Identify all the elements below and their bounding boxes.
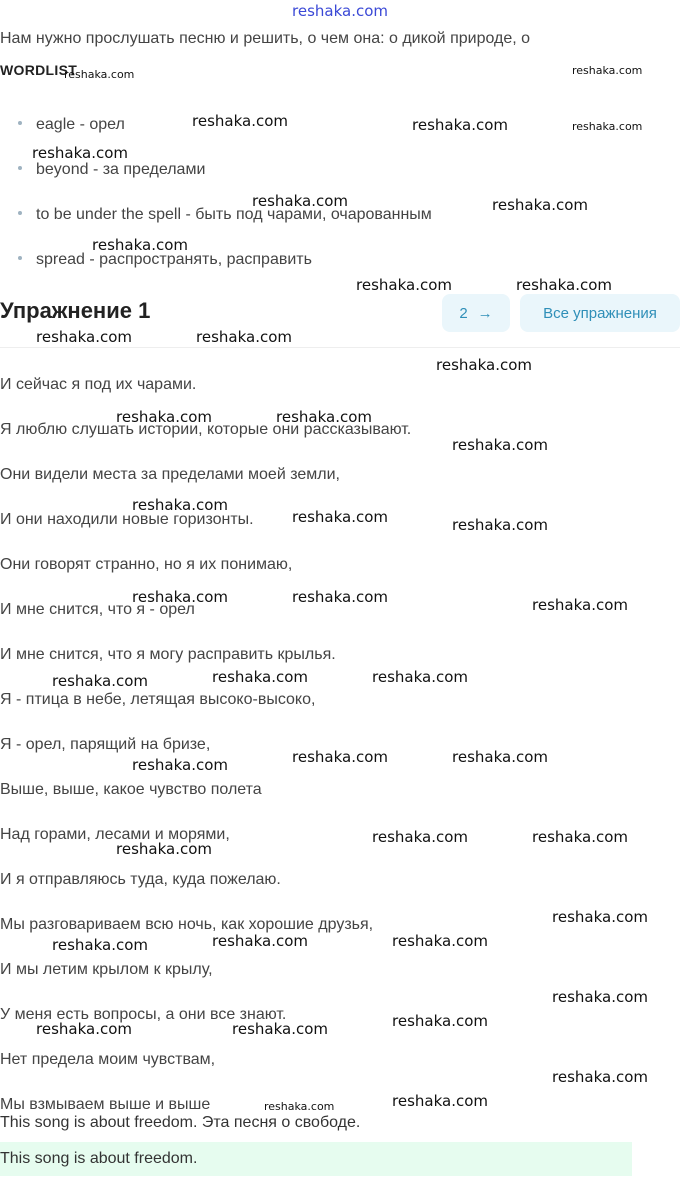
watermark: reshaka.com [436,356,532,374]
watermark: reshaka.com [492,196,588,214]
watermark: reshaka.com [192,112,288,130]
watermark: reshaka.com [532,828,628,846]
lyric-line: И мне снится, что я могу расправить крылья. [0,646,336,663]
watermark: reshaka.com [116,840,212,858]
lyric-line: И мы летим крылом к крылу, [0,961,213,978]
wordlist-item: spread - распространять, расправить [18,251,312,269]
lyric-line: Над горами, лесами и морями, [0,826,230,843]
watermark: reshaka.com [452,516,548,534]
lyric-line: Нет предела моим чувствам, [0,1051,216,1068]
watermark: reshaka.com [132,496,228,514]
watermark: reshaka.com [452,436,548,454]
lyric-line: Я люблю слушать истории, которые они рассказывают. [0,421,412,438]
watermark: reshaka.com [356,276,452,294]
watermark: reshaka.com [64,68,135,81]
answer-highlight [0,1142,632,1176]
watermark: reshaka.com [572,120,643,133]
watermark: reshaka.com [292,508,388,526]
watermark: reshaka.com [392,1092,488,1110]
intro-text: Нам нужно прослушать песню и решить, о чем она: о дикой природе, о [0,30,531,47]
watermark: reshaka.com [52,936,148,954]
watermark: reshaka.com [132,756,228,774]
lyric-line: И они находили новые горизонты. [0,511,254,528]
watermark: reshaka.com [212,668,308,686]
watermark: reshaka.com [92,236,188,254]
next-exercise-button[interactable] [442,294,510,332]
lyric-line: И сейчас я под их чарами. [0,376,197,393]
watermark: reshaka.com [252,192,348,210]
lyric-line: Они видели места за пределами моей земли, [0,466,340,483]
wordlist-item: eagle - орел [18,116,125,134]
watermark: reshaka.com [552,908,648,926]
watermark: reshaka.com [292,588,388,606]
watermark: reshaka.com [264,1100,335,1113]
lyric-line: Я - орел, парящий на бризе, [0,736,211,753]
watermark: reshaka.com [392,932,488,950]
bullet-icon [18,256,22,260]
lyric-line: И я отправляюсь туда, куда пожелаю. [0,871,281,888]
watermark: reshaka.com [196,328,292,346]
watermark: reshaka.com [572,64,643,77]
answer-highlight-text: This song is about freedom. [0,1150,198,1167]
watermark: reshaka.com [232,1020,328,1038]
watermark: reshaka.com [36,1020,132,1038]
arrow-right-icon: → [477,304,493,322]
lyric-line-clipped: Мы взмываем выше и выше [0,1096,211,1112]
lyric-line: Я - птица в небе, летящая высоко-высоко, [0,691,316,708]
bullet-icon [18,166,22,170]
watermark: reshaka.com [292,748,388,766]
lyric-line: Мы разговариваем всю ночь, как хорошие друзья, [0,916,374,933]
watermark: reshaka.com [372,668,468,686]
watermark: reshaka.com [276,408,372,426]
watermark: reshaka.com [392,1012,488,1030]
exercise-title: Упражнение 1 [0,298,151,323]
watermark: reshaka.com [452,748,548,766]
wordlist-heading: WORDLIST [0,62,78,78]
lyric-line: У меня есть вопросы, а они все знают. [0,1006,287,1023]
watermark: reshaka.com [292,2,388,20]
watermark: reshaka.com [516,276,612,294]
next-exercise-label: 2 [459,304,468,322]
answer-text: This song is about freedom. Эта песня о свободе. [0,1114,361,1131]
lyric-line: Они говорят странно, но я их понимаю, [0,556,293,573]
all-exercises-button[interactable] [520,294,680,332]
wordlist-item: to be under the spell - быть под чарами, очарованным [18,206,432,224]
watermark: reshaka.com [52,672,148,690]
watermark: reshaka.com [552,1068,648,1086]
lyric-line: И мне снится, что я - орел [0,601,195,618]
lyric-line: Выше, выше, какое чувство полета [0,781,262,798]
watermark: reshaka.com [132,588,228,606]
watermark: reshaka.com [552,988,648,1006]
watermark: reshaka.com [372,828,468,846]
watermark: reshaka.com [116,408,212,426]
watermark: reshaka.com [212,932,308,950]
all-exercises-label: Все упражнения [543,304,657,322]
bullet-icon [18,211,22,215]
watermark: reshaka.com [532,596,628,614]
watermark: reshaka.com [36,328,132,346]
watermark: reshaka.com [412,116,508,134]
divider [0,347,680,348]
watermark: reshaka.com [32,144,128,162]
wordlist-item: beyond - за пределами [18,161,205,179]
bullet-icon [18,121,22,125]
